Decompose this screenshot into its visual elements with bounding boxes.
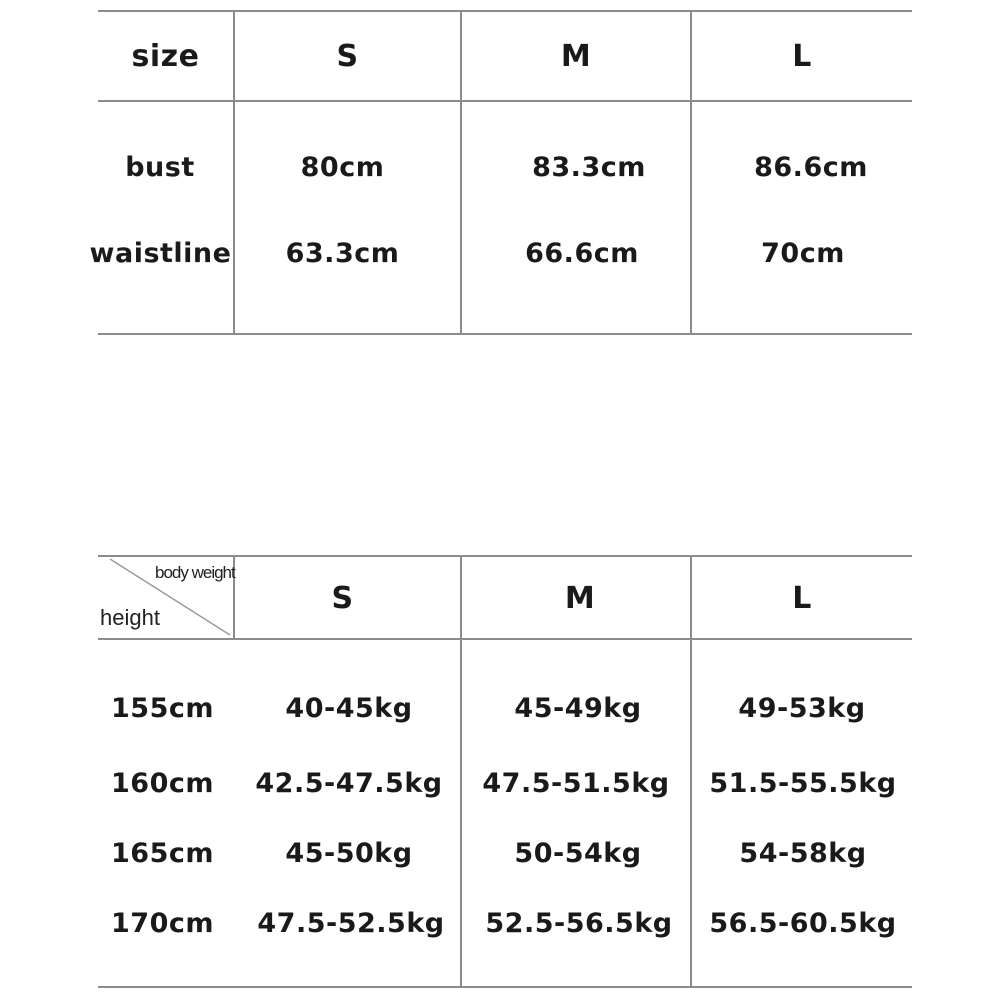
size-l-header: L [792,38,812,74]
waistline-label: waistline [89,237,232,269]
weight-165-l: 54-58kg [739,837,867,869]
waistline-s-value: 63.3cm [285,237,400,269]
size-header: size [131,38,200,74]
weight-165-s: 45-50kg [285,837,413,869]
size-s-header: S [336,38,359,74]
height-165-label: 165cm [111,837,214,869]
waistline-l-value: 70cm [761,237,845,269]
weight-size-l-header: L [792,580,812,616]
bust-l-value: 86.6cm [754,151,868,183]
weight-160-s: 42.5-47.5kg [255,767,443,799]
size-m-header: M [560,38,592,74]
bust-label: bust [125,151,195,183]
height-label: height [100,605,160,630]
height-170-label: 170cm [111,907,214,939]
table1-bottom-border [98,333,912,335]
weight-155-m: 45-49kg [514,692,642,724]
bust-s-value: 80cm [300,151,385,183]
bust-m-value: 83.3cm [532,151,646,183]
weight-155-s: 40-45kg [285,692,413,724]
weight-170-m: 52.5-56.5kg [485,907,673,939]
weight-size-m-header: M [564,580,596,616]
table1-header-divider [98,100,912,102]
height-160-label: 160cm [111,767,214,799]
weight-size-s-header: S [331,580,354,616]
weight-160-m: 47.5-51.5kg [482,767,670,799]
weight-160-l: 51.5-55.5kg [709,767,897,799]
table2-bottom-border [98,986,912,988]
weight-170-s: 47.5-52.5kg [257,907,445,939]
weight-165-m: 50-54kg [514,837,642,869]
body-weight-label: body weight [155,563,235,582]
weight-170-l: 56.5-60.5kg [709,907,897,939]
height-155-label: 155cm [111,692,214,724]
weight-155-l: 49-53kg [738,692,866,724]
waistline-m-value: 66.6cm [525,237,639,269]
